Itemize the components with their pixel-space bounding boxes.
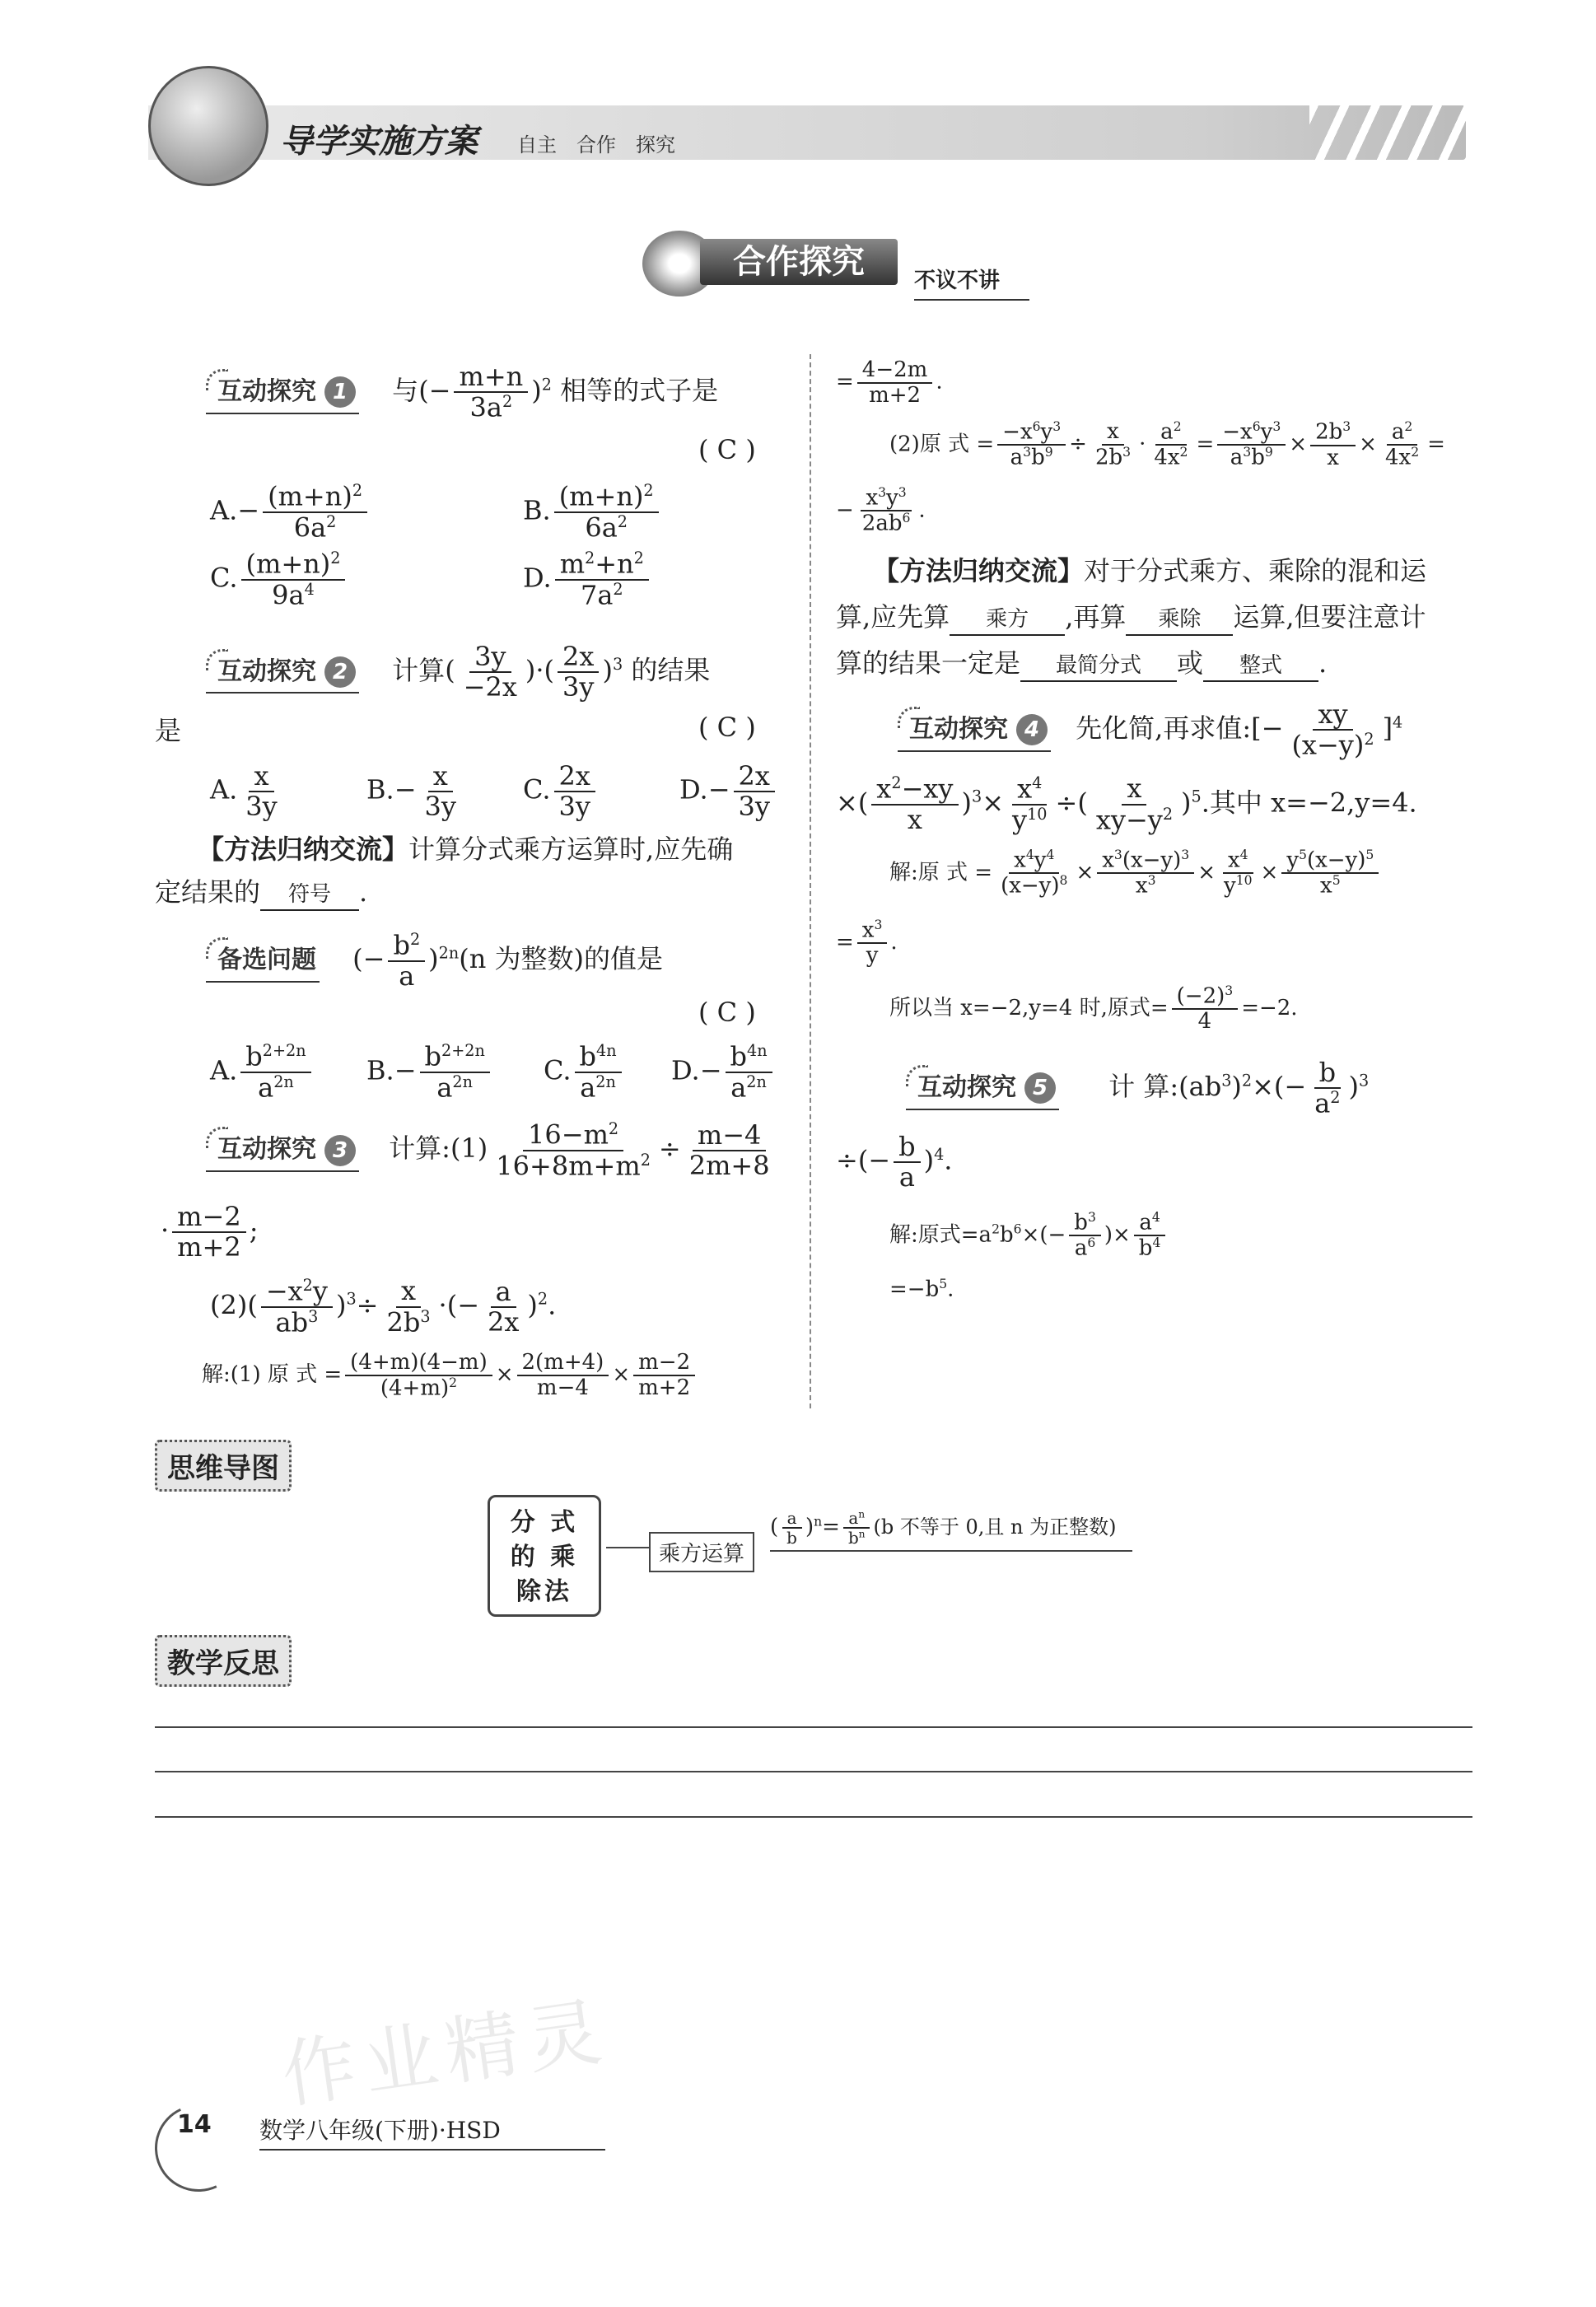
method2-blank-2: 乘除 — [1126, 605, 1233, 636]
header-stripes — [1309, 105, 1466, 160]
q1-options: A.− $\frac{(m+n)^2}{6a^2}$ B. $\frac{(m+n)^2}{6a^2}$ C. $\frac{(m+n)^2}{9a^4}$ D. $\frac{m^2+n^2}{7a^2}$ — [210, 482, 803, 609]
q3-line2: · $\frac{m-2}{m+2}$ ; — [161, 1201, 259, 1263]
q1: 互动探究 1 与(− $\frac{m+n}{3a^2}$ )$^2$ 相等的式子是 — [206, 362, 799, 423]
mindmap-rule-text: (b 不等于 0,且 n 为正整数) — [873, 1515, 1117, 1539]
q3-solution: 解:(1) 原 式 = $\frac{(4+m)(4-m)}{(4+m)^2}$ × $\frac{2(m+4)}{m-4}$ × $\frac{m-2}{m+2}$ — [202, 1351, 698, 1400]
method2-line3: 算的结果一定是 最简分式 或 整式 . — [836, 646, 1486, 682]
q2-stem: 的结果 — [631, 654, 711, 686]
banner-note: 不议不讲 — [914, 264, 1029, 301]
q4-solution: 解:原 式 = $\frac{x^4y^4}{(x-y)^8}$ × $\frac{x^3(x-y)^3}{x^3}$ × $\frac{x^4}{y^{10}}$ × $\frac{y^5(x-y)^5}{x^5}$ — [889, 848, 1382, 899]
q2-number-badge: 2 — [324, 656, 356, 688]
q5-tag: 互动探究 5 — [906, 1072, 1059, 1110]
reflection-line-1 — [155, 1726, 1472, 1728]
q1-answer: ( C ) — [698, 434, 756, 465]
mindmap-root: 分 式 的 乘除法 — [488, 1495, 601, 1617]
q1-tag: 互动探究 1 — [206, 376, 359, 414]
q4-tag: 互动探究 4 — [898, 713, 1051, 752]
q2: 互动探究 2 计算( $\frac{3y}{-2x}$ )·( $\frac{2x}{3y}$ )$^3$ 的结果 — [206, 642, 799, 702]
banner-title: 合作探究 — [700, 239, 898, 285]
method2-line2: 算,应先算 乘方 ,再算 乘除 运算,但要注意计 — [836, 600, 1486, 636]
q5-number-badge: 5 — [1024, 1072, 1056, 1104]
q3-solution-part2-result: − $\frac{x^3y^3}{2ab^6}$ . — [836, 485, 926, 536]
mascot-icon — [148, 66, 268, 186]
mindmap-label: 思维导图 — [155, 1440, 292, 1492]
header-subtitle: 自主 合作 探究 — [517, 133, 675, 156]
q5-solution: 解:原式$=a^2b^6\times(-$ $\frac{b^3}{a^6}$ )× $\frac{a^4}{b^4}$ — [889, 1211, 1169, 1261]
q4-solution-result: = $\frac{x^3}{y}$ . — [836, 918, 898, 969]
q3: 互动探究 3 计算:(1) $\frac{16-m^2}{16+8m+m^2}$ ÷ $\frac{m-4}{2m+8}$ — [206, 1120, 799, 1181]
method2-blank-1: 乘方 — [950, 605, 1065, 636]
method1-line2: 定结果的 符号 . — [155, 875, 367, 911]
q4-number-badge: 4 — [1016, 714, 1048, 745]
q3-number-badge: 3 — [324, 1135, 356, 1166]
q1-stem: 相等的式子是 — [560, 375, 719, 407]
watermark: 作业精灵 — [276, 1987, 615, 2120]
q2-tag: 互动探究 2 — [206, 656, 359, 694]
method2-blank-4: 整式 — [1203, 651, 1318, 682]
q4: 互动探究 4 先化简,再求值:[− $\frac{xy}{(x-y)^2}$ ]$^4$ — [898, 700, 1474, 760]
q5-solution-result: $=-b^5$. — [889, 1277, 954, 1302]
q4-line2: ×( $\frac{x^2-xy}{x}$ )$^3$× $\frac{x^4}{y^{10}}$ ÷( $\frac{x}{xy-y^2}$ )$^5$.其中 x=−2,y=4. — [836, 773, 1417, 836]
header-title: 导学实施方案 — [280, 123, 478, 161]
footer-book: 数学八年级(下册)·HSD — [259, 2113, 605, 2151]
q-extra: 备选问题 (− $\frac{b^2}{a}$ )$^{2n}$(n 为整数)的值是 — [206, 931, 799, 991]
mindmap-node: 乘方运算 — [649, 1532, 754, 1572]
q-extra-answer: ( C ) — [698, 997, 756, 1028]
q3-tag: 互动探究 3 — [206, 1133, 359, 1172]
q3-solution-cont: = $\frac{4-2m}{m+2}$ . — [836, 357, 943, 408]
q3-solution-part2: (2)原 式 = $\frac{-x^6y^3}{a^3b^9}$ ÷ $\frac{x}{2b^3}$ · $\frac{a^2}{4x^2}$ = $\frac{-x^6y^3}{a^3b^9}$ × $\frac{2b^3}{x}$ × $\frac{a^2}{4x^2}$ = — [889, 419, 1445, 470]
q2-stem-tail: 是 — [155, 715, 182, 746]
q1-prefix: 与 — [392, 375, 419, 407]
q5: 互动探究 5 计 算$:(ab^3)^2\times(-$ $\frac{b}{a^2}$ )$^3$ — [906, 1058, 1482, 1118]
q-extra-stem: (n 为整数)的值是 — [459, 943, 663, 975]
method2-blank-3: 最简分式 — [1020, 651, 1177, 682]
q3-part2: (2)( $\frac{-x^2y}{ab^3}$ )$^3$÷ $\frac{x}{2b^3}$ ·(− $\frac{a}{2x}$ )$^2$. — [210, 1275, 557, 1338]
q1-number-badge: 1 — [324, 376, 356, 408]
mindmap-connector — [606, 1547, 649, 1548]
banner — [576, 222, 1038, 305]
method1: 【方法归纳交流】计算分式乘方运算时,应先确 — [198, 834, 734, 865]
page-number: 14 — [177, 2110, 212, 2139]
reflection-line-3 — [155, 1816, 1472, 1818]
footer-swirl-icon — [142, 2092, 254, 2204]
reflection-label: 教学反思 — [155, 1635, 292, 1687]
reflection-line-2 — [155, 1771, 1472, 1772]
q-extra-options: A. $\frac{b^{2+2n}}{a^{2n}}$ B.− $\frac{b^{2+2n}}{a^{2n}}$ C. $\frac{b^{4n}}{a^{2n}}$ D.− $\frac{b^{4n}}{a^{2n}}$ — [210, 1042, 803, 1103]
column-divider — [810, 354, 811, 1408]
q-extra-tag: 备选问题 — [206, 944, 320, 983]
method1-blank: 符号 — [260, 880, 359, 911]
method2: 【方法归纳交流】对于分式乘方、乘除的混和运 — [873, 555, 1427, 586]
q5-line2: ÷(− $\frac{b}{a}$ )$^4$. — [836, 1131, 953, 1193]
mindmap-rule: ( $\frac{a}{b}$ )$^n$= $\frac{a^n}{b^n}$ (b 不等于 0,且 n 为正整数) — [770, 1509, 1132, 1552]
q2-options: A. $\frac{x}{3y}$ B.− $\frac{x}{3y}$ C. $\frac{2x}{3y}$ D.− $\frac{2x}{3y}$ — [210, 762, 803, 821]
q4-final: 所以当 x=−2,y=4 时,原式= $\frac{(-2)^3}{4}$ =−2. — [889, 983, 1298, 1034]
q2-answer: ( C ) — [698, 712, 756, 743]
